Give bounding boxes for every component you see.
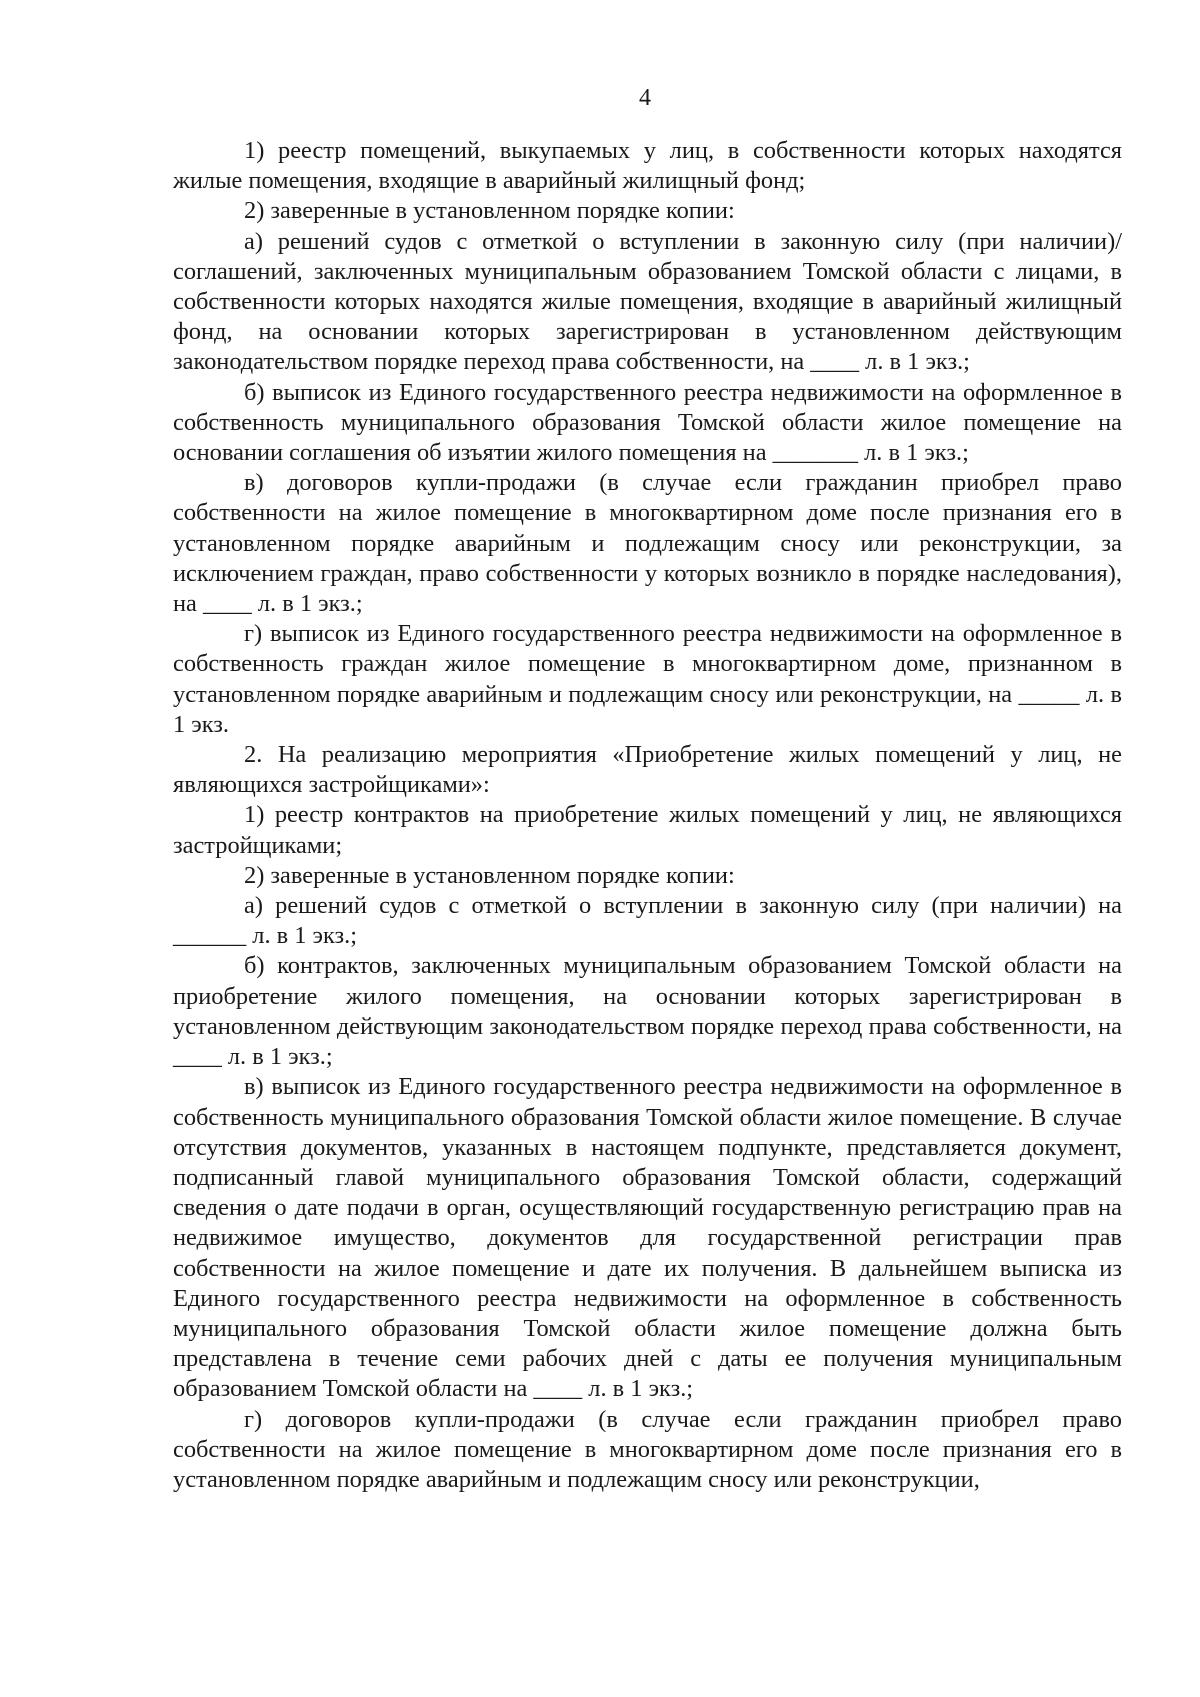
paragraph: в) договоров купли-продажи (в случае если гражданин приобрел право собственности на жилое помещение в многоквартирном доме после признания его в установленном порядке аварийным и подлежащим сносу или реконструкции, за исключением граждан, право собственности у которых возникло в порядке наследования), на ____ л. в 1 экз.; xyxy=(173,469,1122,618)
paragraph: б) выписок из Единого государственного реестра недвижимости на оформленное в собственность муниципального образования Томской области жилое помещение на основании соглашения об изъятии жилого помещения на _______ л. в 1 экз.; xyxy=(173,378,1122,467)
paragraph: а) решений судов с отметкой о вступлении в законную силу (при наличии) на ______ л. в 1 экз.; xyxy=(173,892,1122,950)
document-body xyxy=(173,136,1122,1495)
paragraph: б) контрактов, заключенных муниципальным образованием Томской области на приобретение жилого помещения, на основании которых зарегистрирован в установленном действующим законодательством порядке переход права собственности, на ____ л. в 1 экз.; xyxy=(173,952,1122,1071)
paragraph: г) договоров купли-продажи (в случае если гражданин приобрел право собственности на жилое помещение в многоквартирном доме после признания его в установленном порядке аварийным и подлежащим сносу или реконструкции, xyxy=(173,1405,1122,1493)
paragraph: 1) реестр контрактов на приобретение жилых помещений у лиц, не являющихся застройщиками; xyxy=(173,801,1122,859)
paragraph: а) решений судов с отметкой о вступлении в законную силу (при наличии)/соглашений, заключенных муниципальным образованием Томской области с лицами, в собственности которых находятся жилые помещения, входящие в аварийный жилищный фонд, на основании которых зарегистрирован в установленном действующим законодательством порядке переход права собственности, на ____ л. в 1 экз.; xyxy=(173,227,1122,376)
paragraph: 1) реестр помещений, выкупаемых у лиц, в собственности которых находятся жилые помещения, входящие в аварийный жилищный фонд; xyxy=(173,137,1122,195)
paragraph: в) выписок из Единого государственного реестра недвижимости на оформленное в собственность муниципального образования Томской области жилое помещение. В случае отсутствия документов, указанных в настоящем подпункте, представляется документ, подписанный главой муниципального образования Томской области, содержащий сведения о дате подачи в орган, осуществляющий государственную регистрацию прав на недвижимое имущество, документов для государственной регистрации прав собственности на жилое помещение и дате их получения. В дальнейшем выписка из Единого государственного реестра недвижимости на оформленное в собственность муниципального образования Томской области жилое помещение должна быть представлена в течение семи рабочих дней с даты ее получения муниципальным образованием Томской области на ____ л. в 1 экз.; xyxy=(173,1073,1122,1403)
paragraph: 2) заверенные в установленном порядке копии: xyxy=(244,197,735,225)
paragraph: 2. На реализацию мероприятия «Приобретение жилых помещений у лиц, не являющихся застройщиками»: xyxy=(173,741,1122,799)
paragraph: 2) заверенные в установленном порядке копии: xyxy=(244,861,735,889)
paragraph: г) выписок из Единого государственного реестра недвижимости на оформленное в собственность граждан жилое помещение в многоквартирном доме, признанном в установленном порядке аварийным и подлежащим сносу или реконструкции, на _____ л. в 1 экз. xyxy=(173,620,1122,738)
page-number: 4 xyxy=(639,85,651,111)
